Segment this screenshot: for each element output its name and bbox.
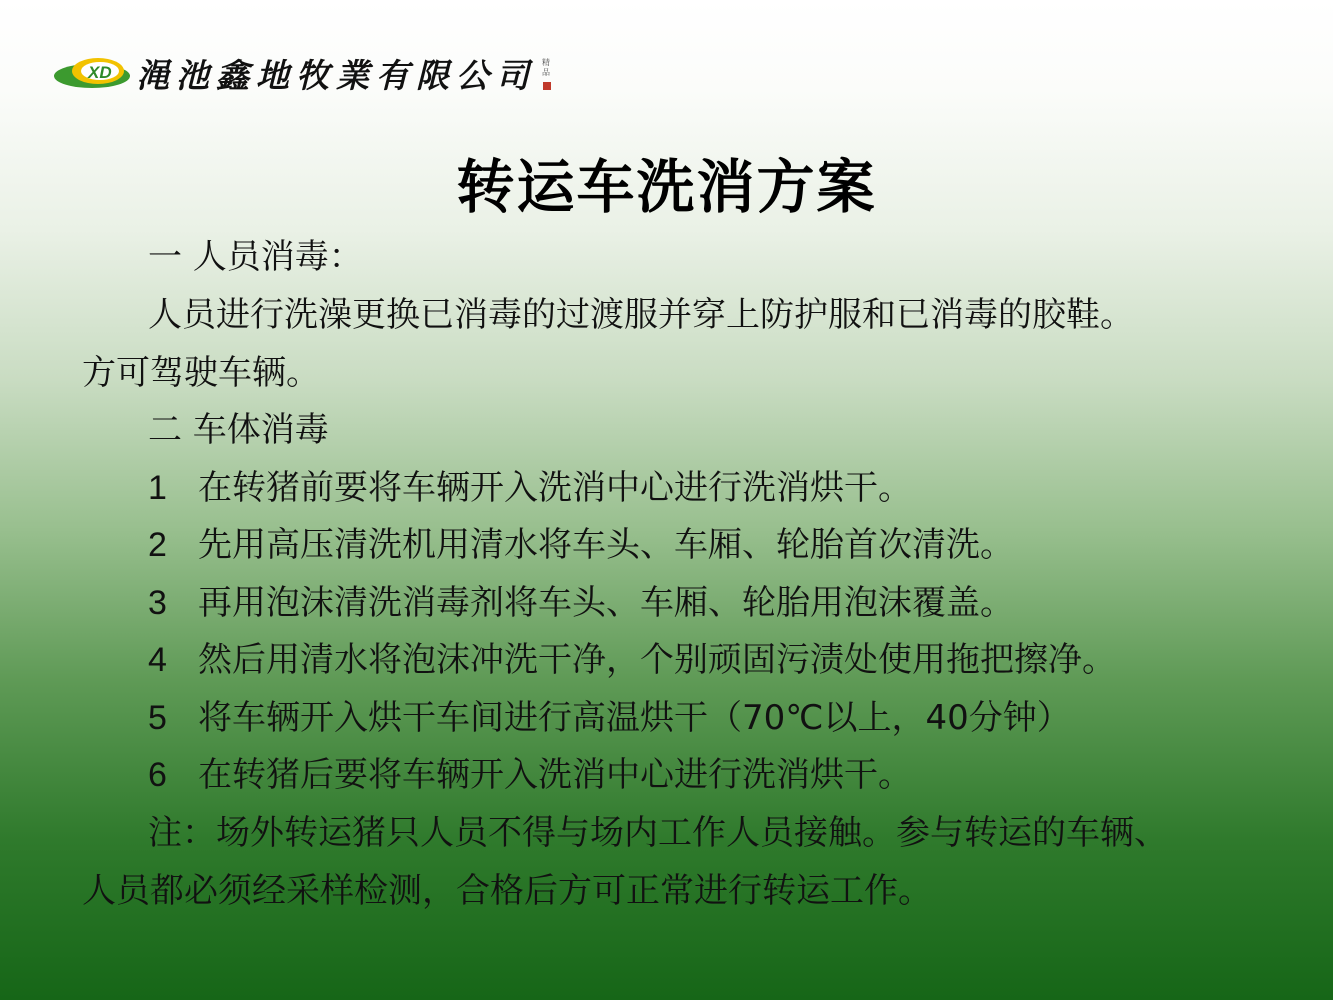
step-number: 1 (148, 469, 167, 507)
step-text: 在转猪后要将车辆开入洗消中心进行洗消烘干。 (198, 755, 912, 795)
step-text: 然后用清水将泡沫冲洗干净，个别顽固污渍处使用拖把擦净。 (198, 640, 1116, 680)
step-number: 2 (148, 526, 167, 564)
company-name: 渑池鑫地牧業有限公司 (136, 55, 536, 95)
seal-stamp-icon (540, 53, 554, 93)
step-item-2 (148, 525, 1014, 565)
section2-heading: 二 车体消毒 (148, 410, 329, 450)
step-text: 在转猪前要将车辆开入洗消中心进行洗消烘干。 (198, 468, 912, 508)
page-title: 转运车洗消方案 (456, 153, 877, 221)
svg-text:精: 精 (542, 58, 550, 67)
logo-text: XD (88, 63, 112, 82)
step-number: 3 (148, 584, 167, 622)
step-item-1 (148, 468, 912, 508)
note-line1: 注：场外转运猪只人员不得与场内工作人员接触。参与转运的车辆、 (148, 813, 1168, 853)
step-item-3 (148, 583, 1014, 623)
step-item-6 (148, 755, 912, 795)
step-text: 先用高压清洗机用清水将车头、车厢、轮胎首次清洗。 (198, 525, 1014, 565)
step-text: 将车辆开入烘干车间进行高温烘干（70℃以上，40分钟） (198, 698, 1071, 738)
section1-text-line1: 人员进行洗澡更换已消毒的过渡服并穿上防护服和已消毒的胶鞋。 (148, 295, 1134, 335)
step-number: 5 (148, 699, 167, 737)
step-number: 4 (148, 641, 167, 679)
company-logo-icon (52, 52, 132, 94)
svg-text:品: 品 (542, 68, 550, 77)
step-item-5 (148, 698, 1071, 738)
note-line2: 人员都必须经采样检测，合格后方可正常进行转运工作。 (82, 871, 932, 911)
company-header (52, 50, 554, 96)
step-number: 6 (148, 756, 167, 794)
section1-heading: 一 人员消毒： (148, 237, 363, 277)
step-text: 再用泡沫清洗消毒剂将车头、车厢、轮胎用泡沫覆盖。 (198, 583, 1014, 623)
section1-text-line2: 方可驾驶车辆。 (82, 353, 320, 393)
step-item-4 (148, 640, 1116, 680)
